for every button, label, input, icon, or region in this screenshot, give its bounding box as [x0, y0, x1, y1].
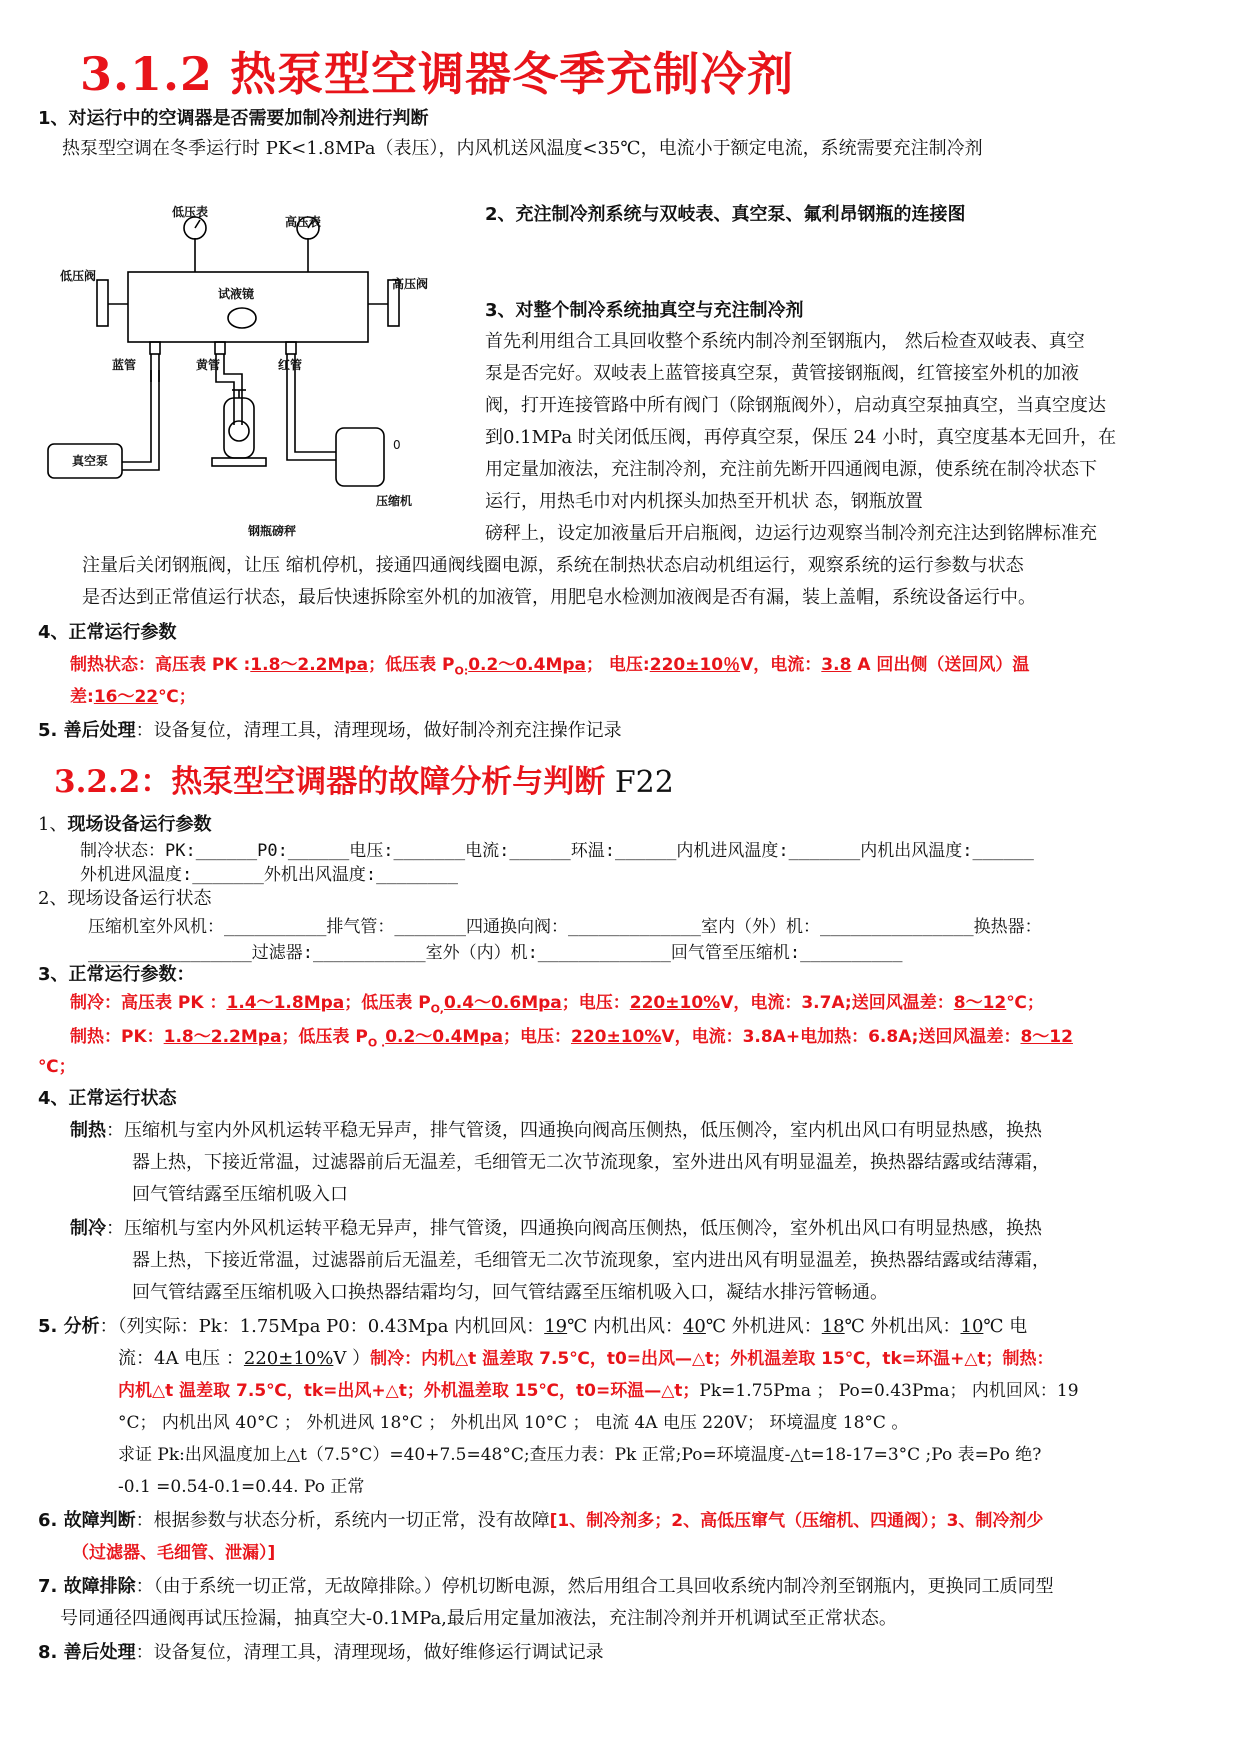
item4-v1: 1.8～2.2Mpa	[250, 655, 369, 675]
s6-line-1	[38, 1506, 1043, 1532]
s1-heading-line	[38, 810, 211, 836]
manifold-body	[128, 272, 368, 342]
s4-cool-line-2: 器上热，下接近常温，过滤器前后无温差，毛细管无二次节流现象，室内进出风有明显温差，换热器结露或结薄霜，	[132, 1250, 1050, 1271]
s4-heat-label: 制热	[70, 1120, 106, 1141]
section-title-3-2-2-main: 3.2.2：热泵型空调器的故障分析与判断	[54, 764, 606, 800]
s3-heat-tail: ℃；	[38, 1057, 76, 1077]
item4-p4: V，电流：	[740, 655, 822, 675]
s3-heat-line	[70, 1022, 1073, 1049]
item3-cont-2: 是否达到正常值运行状态，最后快速拆除室外机的加液管，用肥皂水检测加液阀是否有漏，装上盖帽，系统设备运行中。	[82, 587, 1036, 608]
s6-text: ：根据参数与状态分析，系统内一切正常，没有故障	[135, 1510, 550, 1531]
scale-dial-icon	[229, 421, 249, 441]
s6-label: 6. 故障判断	[38, 1510, 136, 1531]
s3-heading: 3、正常运行参数：	[38, 964, 195, 985]
s1-num: 1、	[38, 814, 68, 835]
item4-line-1	[70, 650, 1029, 677]
scale-label: 钢瓶磅秤	[248, 524, 297, 538]
s1-line-1: 制冷状态：PK:______P0:______电压:_______电流:______环温:______内机进风温度:_______内机出风温度:______	[80, 841, 1034, 861]
item5-line	[38, 716, 622, 742]
s5-line1c: ℃ 外机进风：	[705, 1316, 822, 1337]
s3-cool-v2: 0.4～0.6Mpa	[443, 993, 562, 1013]
s5-line1e: ℃ 电	[983, 1316, 1028, 1337]
section-title-3-2-2	[54, 756, 674, 801]
charging-connection-diagram	[40, 200, 460, 520]
item3-line-2: 泵是否完好。双岐表上蓝管接真空泵，黄管接钢瓶阀，红管接室外机的加液	[485, 363, 1079, 384]
item4-v2: 0.2～0.4Mpa	[468, 655, 587, 675]
high-valve-label: 高压阀	[392, 277, 429, 291]
s5-line3-black: Pk=1.75Pma ； Po=0.43Pma； 内机回风：19	[699, 1381, 1079, 1401]
low-valve-knob	[97, 280, 108, 326]
section-title-3-1-2: 3.1.2 热泵型空调器冬季充制冷剂	[80, 47, 795, 101]
s3-cool-v4: 8～12	[953, 993, 1007, 1013]
s3-heat-b: ；低压表 P	[281, 1027, 368, 1047]
s3-cool-sub: O,	[430, 1002, 444, 1016]
s5-line-4: °C； 内机出风 40°C ； 外机进风 18°C ； 外机出风 10°C ； 电流 4A 电压 220V； 环境温度 18°C 。	[118, 1413, 909, 1433]
s5-line-2	[118, 1344, 1054, 1370]
item2-heading: 2、充注制冷剂系统与双岐表、真空泵、氟利昂钢瓶的连接图	[485, 204, 966, 225]
s3-heat-a: 制热：PK：	[70, 1027, 164, 1047]
vacuum-pump-label: 真空泵	[72, 454, 109, 468]
item3-line-7: 磅秤上，设定加液量后开启瓶阀，边运行边观察当制冷剂充注达到铭牌标准充	[485, 523, 1097, 544]
s5-line2b: V ）	[333, 1348, 371, 1369]
blue-hose-label: 蓝管	[112, 358, 137, 372]
s2-line-1: 压缩机室外风机：__________排气管：_______四通换向阀：_____________室内（外）机：_______________换热器：	[88, 917, 1042, 937]
s3-heat-c: ；电压：	[502, 1027, 571, 1047]
item3-line-4: 到0.1MPa 时关闭低压阀，再停真空泵，保压 24 小时，真空度基本无回升，在	[485, 427, 1117, 448]
item4-p6: 差:	[70, 687, 94, 707]
s1-heading: 现场设备运行参数	[67, 814, 212, 835]
s5-label: 5. 分析	[38, 1316, 100, 1337]
item3-line-1: 首先利用组合工具回收整个系统内制冷剂至钢瓶内， 然后检查双岐表、真空	[485, 331, 1085, 352]
red-hose-label: 红管	[278, 358, 303, 372]
compressor-box	[336, 428, 384, 486]
s3-cool-v3: 220±10%	[629, 993, 721, 1013]
item4-p5: A 回出侧（送回风）温	[851, 655, 1030, 675]
s4-heading: 4、正常运行状态	[38, 1088, 177, 1109]
s8-label: 8. 善后处理	[38, 1642, 136, 1663]
s5-line3-red: 内机△t 温差取 7.5℃，tk=出风+△t；外机温差取 15℃，t0=环温—△t；	[118, 1381, 700, 1401]
s4-heat-text-1: ：压缩机与室内外风机运转平稳无异声，排气管烫，四通换向阀高压侧热，低压侧冷，室内机出风口有明显热感，换热	[106, 1120, 1042, 1141]
s7-line-1	[38, 1572, 1054, 1598]
s5-line-5: 求证 Pk:出风温度加上△t（7.5°C）=40+7.5=48°C;查压力表：Pk 正常;Po=环境温度-△t=18-17=3°C ;Po 表=Po 绝?	[118, 1445, 1042, 1465]
high-gauge-label: 高压表	[285, 215, 322, 229]
s2-line-2: ________________过滤器:___________室外（内）机:_____________回气管至压缩机:__________	[88, 943, 903, 963]
item1-text: 热泵型空调在冬季运行时 PK<1.8MPa（表压），内风机送风温度<35℃，电流小于额定电流，系统需要充注制冷剂	[62, 138, 983, 159]
yellow-hose-label: 黄管	[196, 358, 221, 372]
s3-cool-line	[70, 988, 1044, 1015]
low-gauge-label: 低压表	[172, 205, 209, 219]
s3-cool-e: ℃；	[1006, 993, 1044, 1013]
item1-heading: 1、对运行中的空调器是否需要加制冷剂进行判断	[38, 108, 429, 129]
item4-line-2	[70, 682, 196, 707]
sight-glass-label: 试液镜	[218, 287, 255, 301]
cylinder-icon	[224, 398, 254, 458]
section-title-3-2-2-code: F22	[605, 765, 674, 800]
s6-line-2: （过滤器、毛细管、泄漏）]	[72, 1543, 276, 1563]
item4-heading: 4、正常运行参数	[38, 622, 177, 643]
item4-sub2: O:	[454, 664, 469, 678]
s5-line-6: -0.1 =0.54-0.1=0.44. Po 正常	[118, 1477, 365, 1497]
item3-heading: 3、对整个制冷系统抽真空与充注制冷剂	[485, 300, 804, 321]
s5-v3: 18	[821, 1316, 845, 1337]
s5-line-3	[118, 1376, 1079, 1401]
s5-v2: 40	[682, 1316, 706, 1337]
item5-text: ：设备复位，清理工具，清理现场，做好制冷剂充注操作记录	[135, 720, 622, 741]
item5-label: 5. 善后处理	[38, 720, 136, 741]
s2-num: 2、	[38, 888, 68, 909]
s2-heading-line	[38, 884, 211, 910]
s4-heat-line-1	[70, 1116, 1042, 1142]
s5-line2-red: 制冷：内机△t 温差取 7.5℃，t0=出风—△t；外机温差取 15℃，tk=环温+△t；制热：	[370, 1349, 1054, 1369]
s7-line-2: 号同通径四通阀再试压捡漏，抽真空大-0.1MPa,最后用定量加液法，充注制冷剂并开机调试至正常状态。	[60, 1608, 897, 1629]
s7-text-1: ：（由于系统一切正常，无故障排除。）停机切断电源，然后用组合工具回收系统内制冷剂至钢瓶内，更换同工质同型	[135, 1576, 1054, 1597]
item4-v3: 220±10％	[649, 655, 741, 675]
s4-cool-text-1: ：压缩机与室内外风机运转平稳无异声，排气管烫，四通换向阀高压侧热，低压侧冷，室外机出风口有明显热感，换热	[106, 1218, 1042, 1239]
low-valve-label: 低压阀	[60, 269, 97, 283]
s3-cool-c: ；电压：	[561, 993, 630, 1013]
item4-p2: ；低压表 P	[368, 655, 455, 675]
s3-heat-d: V，电流：3.8A+电加热：6.8A;送回风温差：	[661, 1027, 1021, 1047]
s3-cool-d: V，电流：3.7A;送回风温差：	[720, 993, 954, 1013]
s5-line-1	[38, 1312, 1027, 1338]
s3-heat-v1: 1.8～2.2Mpa	[163, 1027, 282, 1047]
s2-heading: 现场设备运行状态	[67, 888, 212, 909]
s5-line1b: ℃ 内机出风：	[567, 1316, 683, 1337]
s3-heat-v4: 8～12	[1020, 1027, 1073, 1047]
s5-v4: 10	[960, 1316, 984, 1337]
item3-line-6: 运行，用热毛巾对内机探头加热至开机状 态，钢瓶放置	[485, 491, 923, 512]
s3-cool-v1: 1.4～1.8Mpa	[226, 993, 345, 1013]
s4-cool-label: 制冷	[70, 1218, 106, 1239]
s5-line1: ：（列实际：Pk：1.75Mpa P0：0.43Mpa 内机回风：	[99, 1316, 545, 1337]
item3-cont-1: 注量后关闭钢瓶阀，让压 缩机停机，接通四通阀线圈电源，系统在制热状态启动机组运行，观察系统的运行参数与状态	[82, 555, 1024, 576]
item4-p7: ℃；	[158, 687, 196, 707]
item4-v6: 16～22	[93, 687, 159, 707]
item3-line-5: 用定量加液法，充注制冷剂，充注前先断开四通阀电源，使系统在制冷状态下	[485, 459, 1097, 480]
s4-cool-line-3: 回气管结露至压缩机吸入口换热器结霜均匀，回气管结露至压缩机吸入口，凝结水排污管畅通。	[132, 1282, 888, 1303]
s8-line	[38, 1638, 604, 1664]
compressor-mark: 0	[393, 438, 401, 452]
s8-text: ：设备复位，清理工具，清理现场，做好维修运行调试记录	[135, 1642, 604, 1663]
s3-cool-b: ；低压表 P	[344, 993, 431, 1013]
sight-glass-icon	[228, 308, 256, 328]
s7-label: 7. 故障排除	[38, 1576, 136, 1597]
s4-heat-line-2: 器上热，下接近常温，过滤器前后无温差，毛细管无二次节流现象，室外进出风有明显温差，换热器结露或结薄霜，	[132, 1152, 1050, 1173]
s3-cool-a: 制冷：高压表 PK ：	[70, 993, 227, 1013]
s4-heat-line-3: 回气管结露至压缩机吸入口	[132, 1184, 348, 1205]
compressor-label: 压缩机	[376, 494, 413, 508]
s3-heat-v3: 220±10%	[570, 1027, 662, 1047]
item4-v4: 3.8	[821, 655, 852, 675]
item3-line-3: 阀，打开连接管路中所有阀门（除钢瓶阀外），启动真空泵抽真空，当真空度达	[485, 395, 1106, 416]
s5-line1d: ℃ 外机出风：	[844, 1316, 961, 1337]
s5-line2a: 流：4A 电压 ：	[118, 1348, 244, 1369]
s6-red1: [1、制冷剂多；2、高低压窜气（压缩机、四通阀）；3、制冷剂少	[549, 1511, 1044, 1531]
s5-v1: 19	[544, 1316, 568, 1337]
item4-p1: 制热状态：高压表 PK :	[70, 655, 251, 675]
s1-line-2: 外机进风温度:_______外机出风温度:________	[80, 865, 458, 885]
item4-p3: ； 电压:	[586, 655, 650, 675]
s4-cool-line-1	[70, 1214, 1042, 1240]
s5-v5: 220±10%	[243, 1348, 334, 1369]
s3-heat-sub: O .	[367, 1036, 386, 1050]
scale-base	[212, 458, 266, 466]
s3-heat-v2: 0.2～0.4Mpa	[385, 1027, 503, 1047]
